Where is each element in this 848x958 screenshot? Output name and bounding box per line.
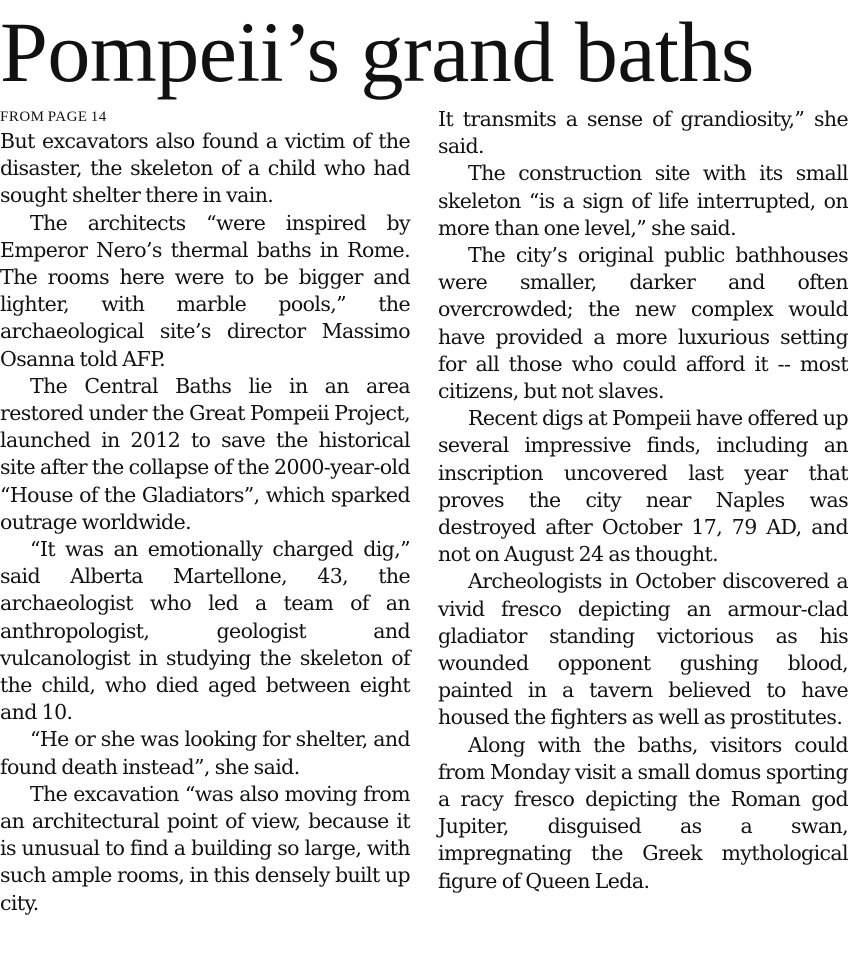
paragraph: Along with the baths, visitors could from Monday visit a small domus sporting a racy fresco depicting the Roman god Jupiter, disguised as a swan, impregnating the Greek mythological figure of Queen Leda.	[438, 732, 848, 893]
paragraph: The Central Baths lie in an area restored under the Great Pompeii Project, launched in 2012 to save the historical site after the collapse of the 2000-year-old “House of the Gladiators”, which sparked outrage worldwide.	[0, 373, 410, 534]
paragraph: Archeologists in October discovered a vivid fresco depicting an armour-clad gladiator standing victorious as his wounded opponent gushing blood, painted in a tavern believed to have housed the fighters as well as prostitutes.	[438, 569, 848, 730]
paragraph: The city’s original public bathhouses were smaller, darker and often overcrowded; the new complex would have provided a more luxurious setting for all those who could afford it -- most citizens, but not slaves.	[438, 243, 848, 404]
paragraph: The architects “were inspired by Emperor Nero’s thermal baths in Rome. The rooms here were to be bigger and lighter, with marble pools,” the archaeological site’s director Massimo Osanna told AFP.	[0, 210, 410, 371]
paragraph: “It was an emotionally charged dig,” said Alberta Martellone, 43, the archaeologist who led a team of an anthropologist, geologist and vulcanologist in studying the skeleton of the child, who died aged between eight and 10.	[0, 537, 410, 725]
headline: Pompeii’s grand baths	[0, 4, 754, 100]
paragraph: “He or she was looking for shelter, and found death instead”, she said.	[0, 727, 410, 779]
paragraph: The construction site with its small skeleton “is a sign of life interrupted, on more than one level,” she said.	[438, 161, 848, 240]
continued-from-label: FROM PAGE 14	[0, 109, 107, 125]
article-column-left	[0, 106, 410, 917]
article-column-right	[438, 106, 848, 895]
paragraph: The excavation “was also moving from an architectural point of view, because it is unusual to find a building so large, with such ample rooms, in this densely built up city.	[0, 781, 410, 915]
paragraph: But excavators also found a victim of the disaster, the skeleton of a child who had sought shelter there in vain.	[0, 129, 410, 208]
paragraph: Recent digs at Pompeii have offered up several impressive finds, including an inscription uncovered last year that proves the city near Naples was destroyed after October 17, 79 AD, and not on August 24 as thought.	[438, 406, 848, 567]
paragraph: It transmits a sense of grandiosity,” she said.	[438, 107, 848, 159]
